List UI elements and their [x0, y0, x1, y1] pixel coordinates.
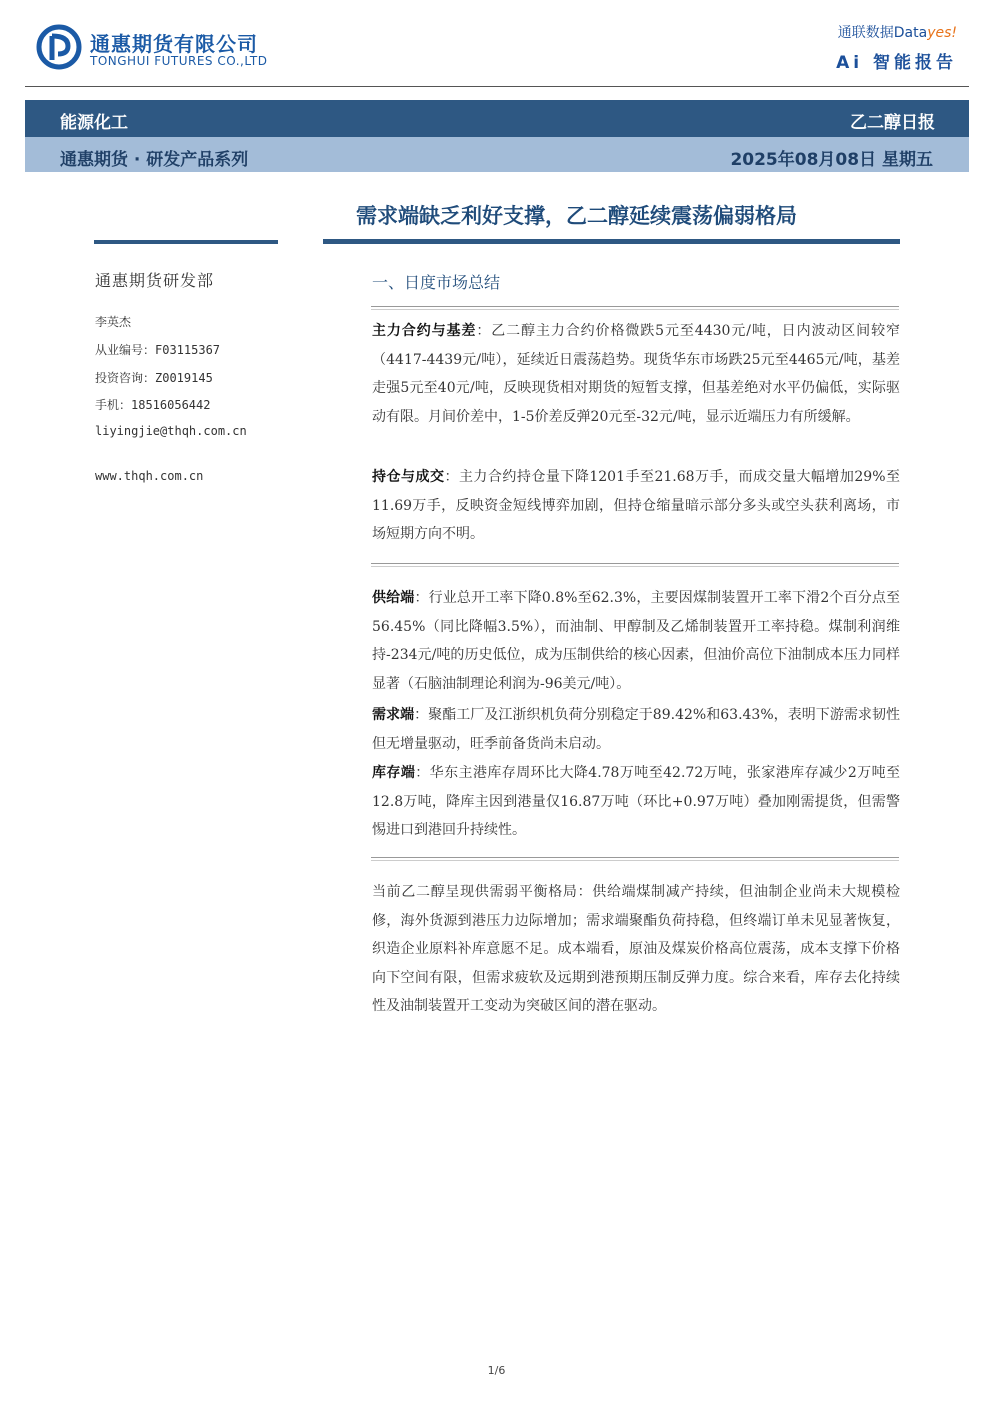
paragraph-demand	[372, 701, 900, 758]
section-divider	[371, 563, 899, 567]
research-dept: 通惠期货研发部	[95, 271, 215, 290]
report-type-label: 乙二醇日报	[850, 113, 935, 133]
paragraph-label: 主力合约与基差	[372, 323, 477, 339]
paragraph-supply	[372, 584, 900, 698]
paragraph-text: ：行业总开工率下降0.8%至62.3%，主要因煤制装置开工率下滑2个百分点至56.45%（同比降幅3.5%），而油制、甲醇制及乙烯制装置开工率持稳。煤制利润维持-234元/吨的历史低位，成为压制供给的核心因素，但油价高位下油制成本压力同样显著（石脑油制理论利润为-96美元/吨）。	[372, 590, 901, 692]
paragraph-label: 供给端	[372, 590, 415, 606]
sector-label: 能源化工	[60, 113, 128, 133]
paragraph-text: ：主力合约持仓量下降1201手至21.68万手，而成交量大幅增加29%至11.69万手，反映资金短线博弈加剧，但持仓缩量暗示部分多头或空头获利离场，市场短期方向不明。	[372, 469, 901, 542]
page-number: 1/6	[487, 1364, 506, 1377]
paragraph-contract-basis	[372, 317, 900, 431]
header-divider	[25, 86, 969, 87]
title-underline	[323, 239, 900, 244]
paragraph-label: 需求端	[372, 707, 415, 723]
paragraph-position-volume	[372, 463, 900, 549]
datayes-name: Data	[893, 25, 928, 41]
company-logo-icon	[36, 24, 82, 70]
paragraph-label: 库存端	[372, 765, 416, 781]
paragraph-inventory	[372, 759, 900, 845]
paragraph-text: ：乙二醇主力合约价格微跌5元至4430元/吨，日内波动区间较窄（4417-4439元/吨），延续近日震荡趋势。现货华东市场跌25元至4465元/吨，基差走强5元至40元/吨，反映现货相对期货的短暂支撑，但基差绝对水平仍偏低，实际驱动有限。月间价差中，1-5价差反弹20元至-32元/吨，显示近端压力有所缓解。	[372, 323, 900, 425]
author-name: 李英杰	[95, 315, 132, 329]
datayes-prefix: 通联数据	[837, 25, 894, 41]
license-number: 从业编号：F03115367	[95, 343, 221, 357]
paragraph-summary: 当前乙二醇呈现供需弱平衡格局：供给端煤制减产持续，但油制企业尚未大规模检修，海外货源到港压力边际增加；需求端聚酯负荷持稳，但终端订单未见显著恢复，织造企业原料补库意愿不足。成本端看，原油及煤炭价格高位震荡，成本支撑下价格向下空间有限，但需求疲软及远期到港预期压制反弹力度。综合来看，库存去化持续性及油制装置开工变动为突破区间的潜在驱动。	[372, 884, 900, 1014]
category-band	[25, 100, 969, 137]
phone-number: 手机：18516056442	[95, 398, 211, 412]
ai-report-label: Ai 智能报告	[836, 53, 957, 73]
datayes-suffix: yes!	[927, 25, 957, 41]
company-name-cn: 通惠期货有限公司	[90, 32, 258, 56]
section-divider	[371, 306, 899, 310]
website-link[interactable]: www.thqh.com.cn	[95, 469, 204, 483]
section-heading: 一、日度市场总结	[372, 273, 501, 292]
paragraph-text: ：华东主港库存周环比大降4.78万吨至42.72万吨，张家港库存减少2万吨至12.8万吨，降库主因到港量仅16.87万吨（环比+0.97万吨）叠加刚需提货，但需警惕进口到港回升持续性。	[372, 765, 900, 838]
company-name-en: TONGHUI FUTURES CO.,LTD	[90, 54, 268, 68]
datayes-brand	[838, 22, 957, 42]
section-divider	[371, 857, 899, 861]
sidebar-top-rule	[94, 240, 278, 244]
advisory-number: 投资咨询：Z0019145	[95, 371, 213, 385]
series-label: 通惠期货 · 研发产品系列	[60, 150, 249, 170]
email-link[interactable]: liyingjie@thqh.com.cn	[95, 424, 247, 438]
paragraph-text: ：聚酯工厂及江浙织机负荷分别稳定于89.42%和63.43%，表明下游需求韧性但无增量驱动，旺季前备货尚未启动。	[372, 707, 901, 752]
report-title: 需求端缺乏利好支撑，乙二醇延续震荡偏弱格局	[356, 204, 797, 228]
report-date: 2025年08月08日 星期五	[730, 150, 933, 170]
paragraph-label: 持仓与成交	[372, 469, 445, 485]
